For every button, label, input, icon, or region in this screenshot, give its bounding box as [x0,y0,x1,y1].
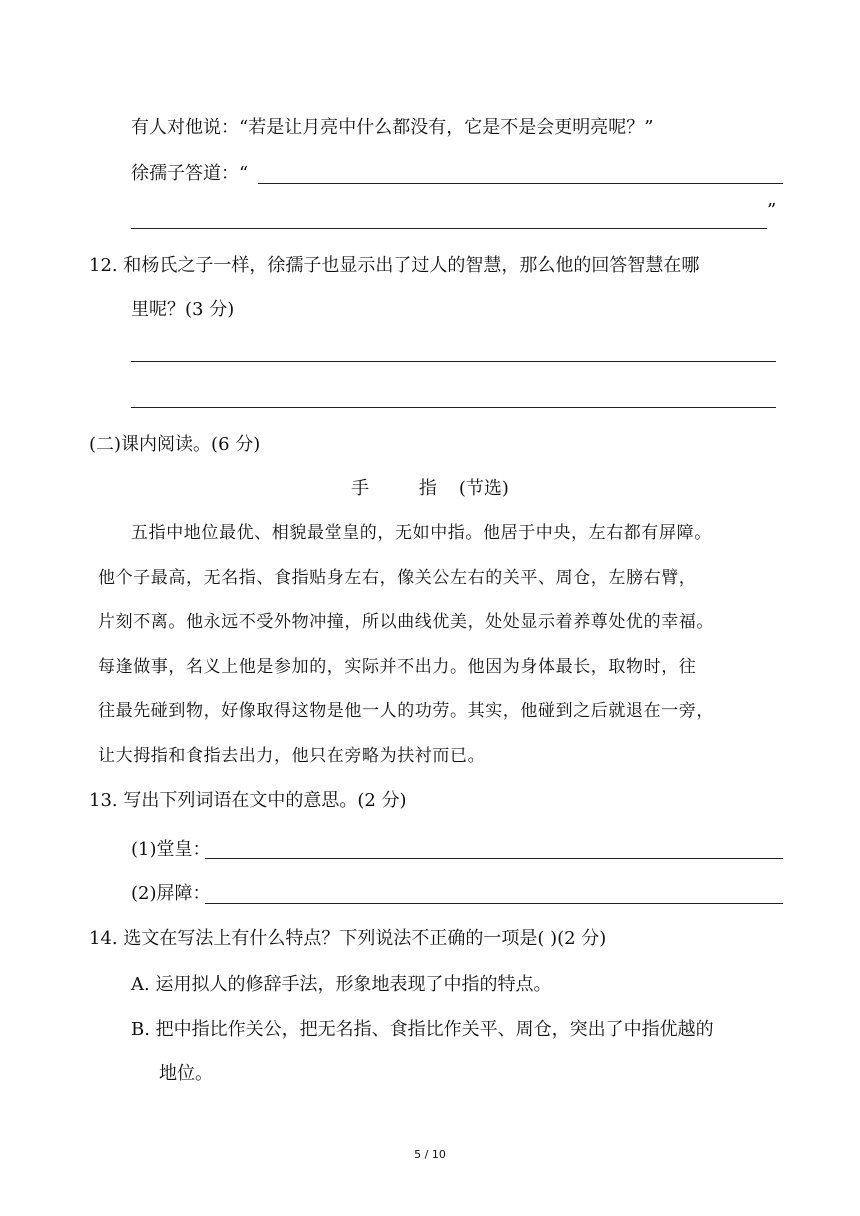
q13-item-1-blank[interactable] [205,858,783,859]
q13-item-2-blank[interactable] [205,903,783,904]
question-12-line1: 12. 和杨氏之子一样，徐孺子也显示出了过人的智慧，那么他的回答智慧在哪 [89,255,700,276]
passage-line: 五指中地位最优、相貌最堂皇的，无如中指。他居于中央，左右都有屏障。 [131,523,712,543]
answer-blank-2[interactable] [131,228,767,229]
q12-answer-blank-1[interactable] [131,361,776,362]
option-b-line1[interactable]: B. 把中指比作关公，把无名指、食指比作关平、周仓，突出了中指优越的 [131,1019,714,1040]
q13-item-1-label: (1)堂皇： [131,839,211,860]
q12-answer-blank-2[interactable] [131,407,776,408]
option-a[interactable]: A. 运用拟人的修辞手法，形象地表现了中指的特点。 [131,974,552,995]
dialogue-line: 有人对他说：“若是让月亮中什么都没有，它是不是会更明亮呢？” [131,117,654,138]
passage-title-main: 手 指 [351,478,459,499]
question-13: 13. 写出下列词语在文中的意思。(2 分) [89,790,407,811]
passage-line: 让大拇指和食指去出力，他只在旁略为扶衬而已。 [98,746,486,766]
question-14: 14. 选文在写法上有什么特点？下列说法不正确的一项是( )(2 分) [89,928,607,949]
passage-line: 他个子最高，无名指、食指贴身左右，像关公左右的关平、周仓，左膀右臂， [98,568,697,588]
passage-title [0,477,860,501]
answer-blank-1[interactable] [258,183,783,184]
passage-line: 每逢做事，名义上他是参加的，实际并不出力。他因为身体最长，取物时，往 [98,657,697,677]
passage-title-note: (节选) [458,478,509,499]
option-b-line2: 地位。 [159,1063,213,1084]
page-number: 5 / 10 [414,1148,446,1161]
closing-quote: ” [767,200,777,221]
answer-prompt: 徐孺子答道：“ [131,163,249,184]
q13-item-2-label: (2)屏障： [131,883,211,904]
passage-line: 片刻不离。他永远不受外物冲撞，所以曲线优美，处处显示着养尊处优的幸福。 [98,612,714,632]
passage-line: 往最先碰到物，好像取得这物是他一人的功劳。其实，他碰到之后就退在一旁， [98,701,714,721]
question-12-line2: 里呢？(3 分) [131,299,235,320]
section-heading: (二)课内阅读。(6 分) [89,434,261,455]
